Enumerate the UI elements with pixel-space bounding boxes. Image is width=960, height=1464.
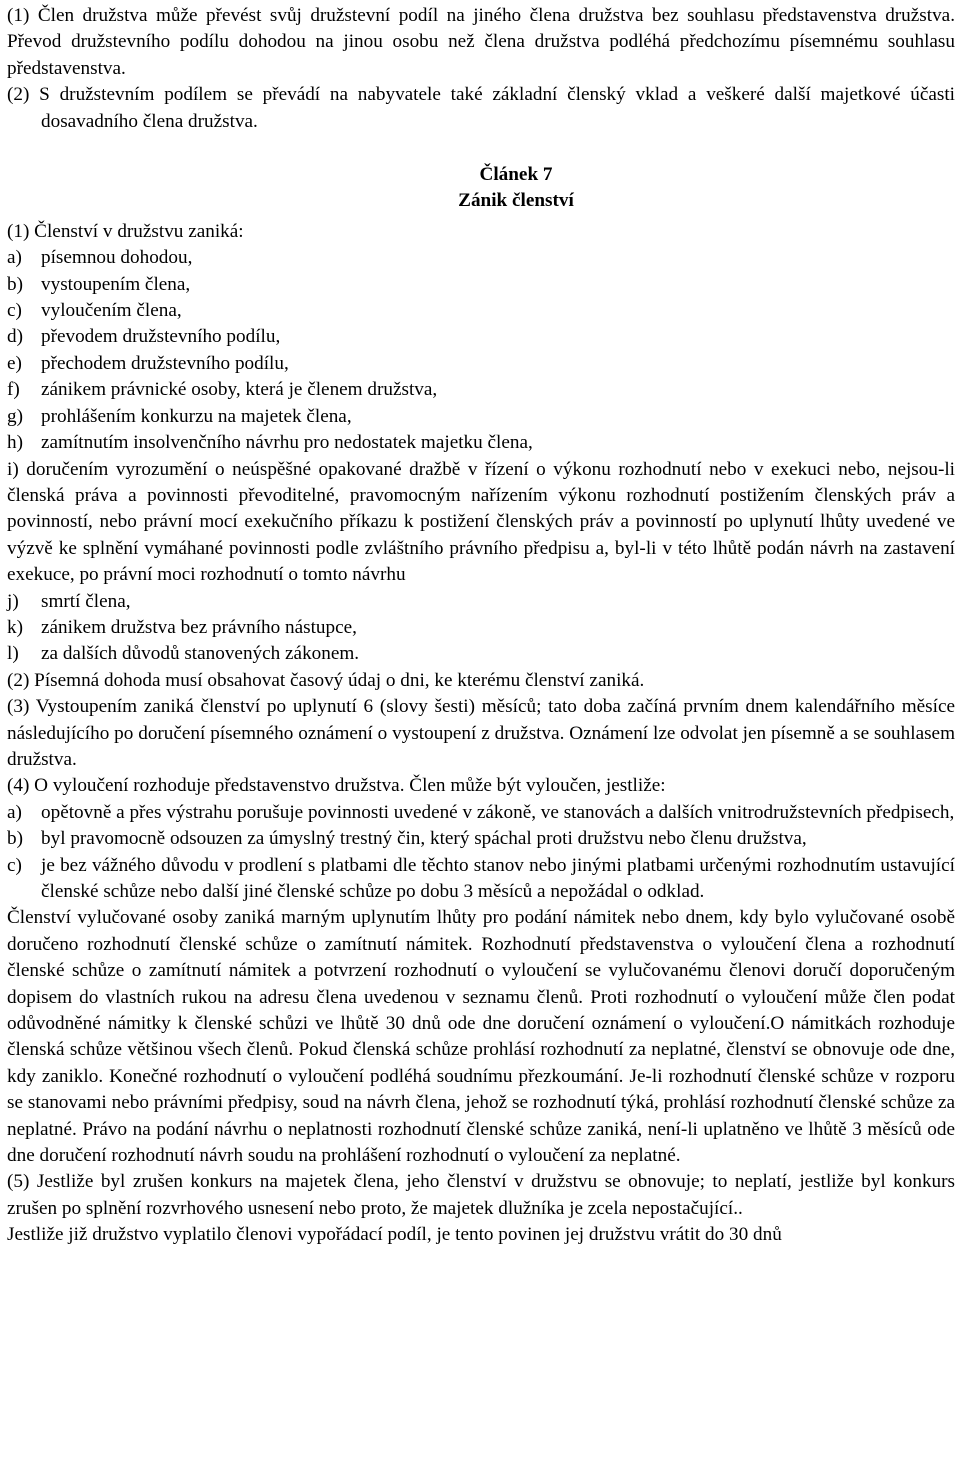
list-item: b) byl pravomocně odsouzen za úmyslný trestný čin, který spáchal proti družstvu nebo členu družstva, <box>7 828 807 850</box>
article-title: Zánik členství <box>458 190 574 212</box>
article-number: Článek 7 <box>479 164 553 186</box>
section-2: (2) Písemná dohoda musí obsahovat časový údaj o dni, ke kterému členství zaniká. <box>7 669 645 691</box>
list-item: b) vystoupením člena, <box>7 273 191 295</box>
list-item: d) převodem družstevního podílu, <box>7 326 281 348</box>
list-item: a) písemnou dohodou, <box>7 247 193 269</box>
list-item: e) přechodem družstevního podílu, <box>7 352 289 374</box>
final-line: Jestliže již družstvo vyplatilo členovi vypořádací podíl, je tento povinen jej družstvu vrátit do 30 dnů <box>7 1224 782 1246</box>
list-item: c) je bez vážného důvodu v prodlení s platbami dle těchto stanov nebo jinými platbami určenými rozhodnutím ustavující členské schůze nebo další jiné členské schůze po dobu 3 měsíců a nepožádal o odklad. <box>7 854 955 902</box>
list-item: h) zamítnutím insolvenčního návrhu pro nedostatek majetku člena, <box>7 432 533 454</box>
list-item: j) smrtí člena, <box>7 590 131 612</box>
list-item: g) prohlášením konkurzu na majetek člena, <box>7 405 352 427</box>
list-item: a) opětovně a přes výstrahu porušuje povinnosti uvedené v zákoně, ve stanovách a dalších vnitrodružstevních předpisech, <box>7 801 955 823</box>
article-heading <box>7 162 955 215</box>
list-item: f) zánikem právnické osoby, která je členem družstva, <box>7 379 438 401</box>
paragraph-transfer-2: (2) S družstevním podílem se převádí na nabyvatele také základní členský vklad a veškeré další majetkové účasti dosavadního člena družstva. <box>7 84 955 132</box>
paragraph-transfer-1: (1) Člen družstva může převést svůj družstevní podíl na jiného člena družstva bez souhlasu představenstva družstva. Převod družstevního podílu dohodou na jinou osobu než člena družstva podléhá předchozímu písemnému souhlasu představenstva. <box>7 5 955 79</box>
list-item: c) vyloučením člena, <box>7 300 182 322</box>
termination-reasons-list <box>7 245 955 668</box>
list-item-i: i) doručením vyrozumění o neúspěšné opakované dražbě v řízení o výkonu rozhodnutí nebo v exekuci nebo, nejsou-li členská práva a povinnosti převoditelné, pravomocným nařízením výkonu rozhodnutí postižením členských práv a povinností, nebo právní mocí exekučního příkazu k postižení členských práv a povinností po uplynutí lhůty uvedené ve výzvě ke splnění vymáhané povinnosti podle zvláštního právního předpisu a, byl-li v této lhůtě podán návrh na zastavení exekuce, po právní moci rozhodnutí o tomto návrhu <box>7 458 955 586</box>
section-3: (3) Vystoupením zaniká členství po uplynutí 6 (slovy šesti) měsíců; tato doba začíná prvním dnem kalendářního měsíce následujícího po doručení písemného oznámení o vystoupení z družstva. Oznámení lze odvolat jen písemně a se souhlasem družstva. <box>7 696 955 770</box>
list-item: l) za dalších důvodů stanovených zákonem. <box>7 643 360 665</box>
list-item: k) zánikem družstva bez právního nástupce, <box>7 616 357 638</box>
section-4-body: Členství vylučované osoby zaniká marným uplynutím lhůty pro podání námitek nebo dnem, kdy bylo vylučované osobě doručeno rozhodnutí členské schůze o zamítnutí námitek. Rozhodnutí představenstva o vyloučení člena a rozhodnutí členské schůze o zamítnutí námitek a potvrzení rozhodnutí o vyloučení se vylučovanému členovi doručí doporučeným dopisem do vlastních rukou na adresu člena uvedenou v seznamu členů. Proti rozhodnutí o vyloučení může člen podat odůvodněné námitky k členské schůzi ve lhůtě 30 dnů ode dne doručení oznámení o vyloučení.O námitkách rozhoduje členská schůze většinou všech členů. Pokud členská schůze prohlásí rozhodnutí za neplatné, členství se obnovuje ode dne, kdy zaniklo. Konečné rozhodnutí o vyloučení podléhá soudnímu přezkoumání. Je-li rozhodnutí členské schůze v rozporu se stanovami nebo právními předpisy, soud na návrh člena, jehož se rozhodnutí týká, prohlásí rozhodnutí členské schůze za neplatné. Právo na podání návrhu o neplatnosti rozhodnutí členské schůze zaniká, není-li uplatněno ve lhůtě 3 měsíců ode dne doručení rozhodnutí návrh soudu na prohlášení rozhodnutí o vyloučení za neplatné. <box>7 907 955 1167</box>
section-4-intro: (4) O vyloučení rozhoduje představenstvo družstva. Člen může být vyloučen, jestliže: <box>7 775 666 797</box>
section-5: (5) Jestliže byl zrušen konkurs na majetek člena, jeho členství v družstvu se obnovuje; to neplatí, jestliže byl konkurs zrušen po splnění rozvrhového usnesení nebo proto, že majetek dlužníka je zcela nepostačující.. <box>7 1171 955 1219</box>
document-page <box>7 3 955 1249</box>
expulsion-reasons-list <box>7 800 955 906</box>
section-1-intro: (1) Členství v družstvu zaniká: <box>7 220 244 242</box>
